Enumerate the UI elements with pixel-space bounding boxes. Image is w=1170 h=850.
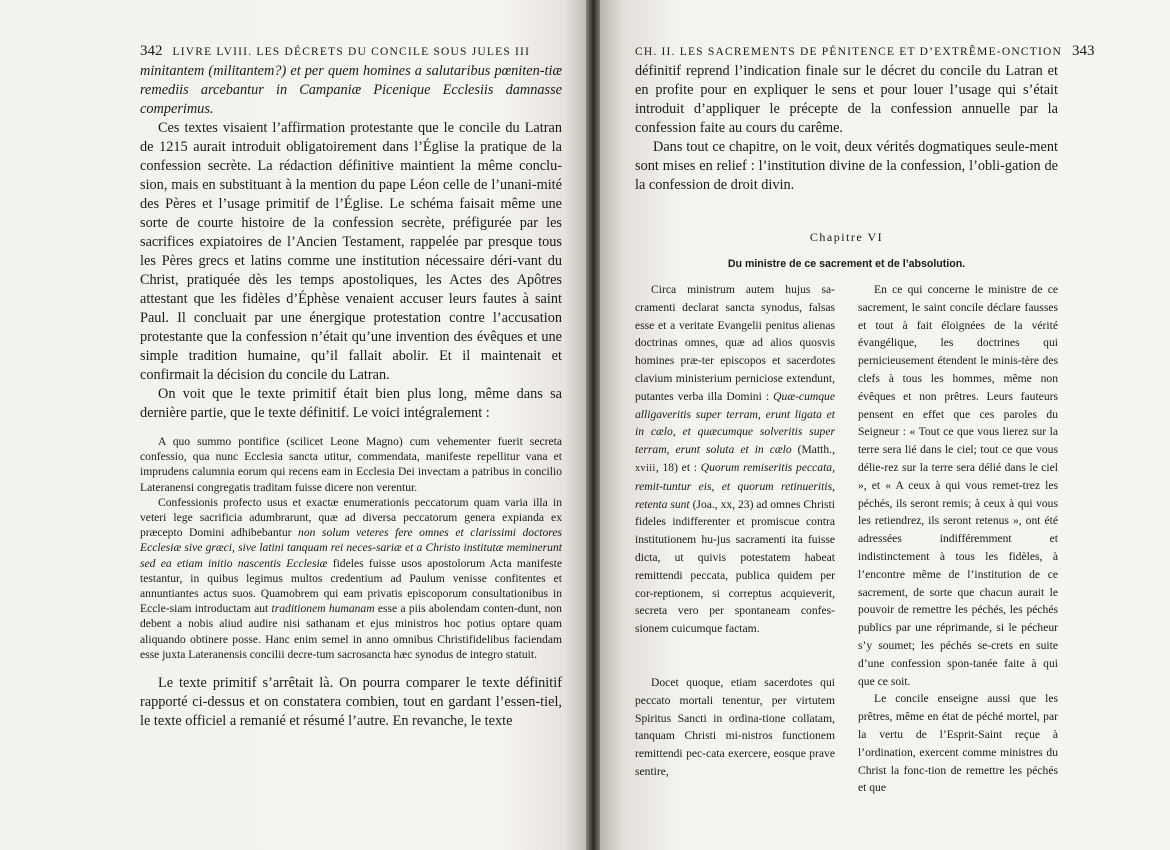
left-paragraph-3: Le texte primitif s’arrêtait là. On pourra comparer le texte définitif rapporté ci-dessus et on constatera combien, tout en gardant l’essen-tiel, le texte officiel a remanié et résumé l’autre. En revanche, le texte: [140, 675, 562, 730]
page-number-right: 343: [1071, 43, 1095, 59]
right-paragraph-1: définitif reprend l’indication finale sur le décret du concile du Latran et en profite pour en expliquer le sens et pour louer l’usage qui s’était introduit d’appliquer le précepte de la confession annuelle par la confession faite au cours du carême.: [635, 63, 1058, 136]
parallel-columns: [635, 281, 1058, 797]
latin-column-gap: [635, 638, 835, 674]
running-head-right: [635, 40, 1095, 62]
left-body: [140, 62, 562, 423]
latin-paragraph-2: Docet quoque, etiam sacerdotes qui peccato mortali tenentur, per virtutem Spiritus Sancti in ordina-tione collatam, tanquam Christi mi-nistros functionem remittendi pec-cata exercere, eosque prave sentire,: [635, 675, 835, 778]
french-paragraph-1: En ce qui concerne le ministre de ce sacrement, le saint concile déclare fausses et tout à fait éloignées de la vérité évangélique, les doctrines qui pernicieusement étendent le minis-tère des clefs à tous les hommes, même non évêques et non prêtres. Leurs fauteurs pensent en effet que ces paroles du Seigneur : « Tout ce que vous lierez sur la terre sera lié dans le ciel; tout ce que vous délie-rez sur la terre sera délié dans le ciel », et « A ceux à qui vous remet-trez les péchés, ils seront remis; à ceux à qui vous les retiendrez, ils seront retenus », ont été adressées indifféremment et indistinctement à tous les fidèles, à l’encontre même de l’institution de ce sacrement, de sorte que chacun aurait le pouvoir de remettre les péchés, les péchés publics par une réprimande, si le pécheur s’y soumet; les péchés se-crets en suite d’une confession spon-tanée faite à qui que ce soit.: [858, 283, 1058, 688]
left-quote-2: Confessionis profecto usus et exactæ enumerationis peccatorum quam varia illa in veteri lege sacrificia adumbrarunt, quæ ad diversa peccatorum genera expianda ex præcepto Domini adhibebantur non solum veteres fere omnes et clarissimi doctores Ecclesiæ sive græci, sive latini tanquam rei neces-sariæ et a Christo institutæ meminerunt sed ea etiam initio nascentis Ecclesiæ fideles fuisse usos apostolorum Acta manifeste testantur, in quibus legimus multos credentium ad Paulum venisse confitentes et annuntiantes actus suos. Quamobrem qui eam privatis episcoporum consultationibus in Eccle-siam introductam aut traditionem humanam esse a piis abolendam conten-dunt, non debent a nobis aliud audire nisi sathanam et ejus ministros hoc potius optare quam aliquando obtinere posse. Hanc enim semel in anno omnibus Christifidelibus faciendam esse juxta Lateranensis concilii decre-tum sacrosancta hæc synodus de integro statuit.: [140, 495, 562, 661]
page-number-left: 342: [140, 43, 163, 59]
running-head-right-text: CH. II. LES SACREMENTS DE PÉNITENCE ET D’EXTRÊME-ONCTION: [635, 46, 1062, 58]
left-paragraph-2: On voit que le texte primitif était bien plus long, même dans sa dernière partie, que le texte définitif. Le voici intégralement :: [140, 386, 562, 421]
running-head-left: [140, 40, 562, 62]
left-quote-1: A quo summo pontifice (scilicet Leone Magno) cum vehementer fuerit secreta confessio, qua nunc Ecclesia sancta utitur, commendata, manifeste repellitur vana et imprudens calumnia eorum qui recens eam in Ecclesia Dei invectam a patribus in concilio Lateranensi congregatis traditam fuisse dicere non verentur.: [140, 435, 562, 494]
left-opening-italic: minitantem (militantem?) et per quem homines a salutaribus pœniten-tiæ remediis arcebantur in Campaniæ Picenique Ecclesiis damnasse comperimus.: [140, 63, 562, 117]
latin-paragraph-1: Circa ministrum autem hujus sa-cramenti declarat sancta synodus, falsas esse et a veritate Evangelii penitus alienas doctrinas omnes, quæ ad alios quosvis homines præ-ter episcopos et sacerdotes clavium ministerium perniciose extendunt, putantes verba illa Domini : Quæ-cumque alligaveritis super terram, erunt ligata et in cælo, et quæcumque solveritis super terram, erunt soluta et in cælo (Matth., xviii, 18) et : Quorum remiseritis peccata, remit-tuntur eis, et quorum retinueritis, retenta sunt (Joa., xx, 23) ad omnes Christi fideles indifferenter et promiscue contra institutionem hu-jus sacramenti ita fuisse dicta, ut quivis potestatem habeat remittendi peccata, publica quidem per cor-reptionem, si correptus acquieverit, secreta vero per spontaneam confes-sionem cuicumque factam.: [635, 283, 835, 636]
section-title: Du ministre de ce sacrement et de l’absolution.: [727, 258, 966, 270]
right-page: [600, 0, 1170, 850]
left-quotation: [140, 434, 562, 662]
left-page-content: [140, 40, 562, 731]
latin-column: [635, 281, 835, 797]
right-page-content: [635, 40, 1095, 797]
french-paragraph-2: Le concile enseigne aussi que les prêtres, même en état de péché mortel, par la vertu de l’Esprit-Saint reçue à l’ordination, exercent comme ministres du Christ la fonc-tion de remettre les péchés et que: [858, 692, 1058, 795]
left-body-end: [140, 674, 562, 731]
right-body: [635, 62, 1058, 195]
right-paragraph-2: Dans tout ce chapitre, on le voit, deux vérités dogmatiques seule-ment sont mises en relief : l’institution divine de la confession, l’obli-gation de la confession de droit divin.: [635, 139, 1058, 193]
french-column: [858, 281, 1058, 797]
running-head-left-text: LIVRE LVIII. LES DÉCRETS DU CONCILE SOUS JULES III: [172, 46, 531, 58]
chapter-title: Chapitre VI: [809, 230, 884, 244]
left-paragraph-1: Ces textes visaient l’affirmation protestante que le concile du Latran de 1215 aurait introduit obligatoirement dans l’Église la pratique de la confession secrète. La rédaction définitive maintient la même conclu-sion, mais en substituant à la mention du pape Léon celle de l’unani-mité des Pères et l’usage primitif de l’Église. Le schéma faisait même une sorte de courte histoire de la confession secrète, préfigurée par les sacrifices expiatoires de l’Ancien Testament, rappelée par presque tous les Pères grecs et latins comme une institution nécessaire déri-vant du Christ, pratiquée dès les temps apostoliques, les Actes des Apôtres attestant que les fidèles d’Éphèse venaient accuser leurs fautes à saint Paul. Il concluait par une énergique protestation contre l’accusation protestante que la confession n’était qu’une invention des évêques et une simple tradition humaine, qu’il fallait abolir. Et il maintenait et confirmait la décision du concile du Latran.: [140, 120, 562, 383]
